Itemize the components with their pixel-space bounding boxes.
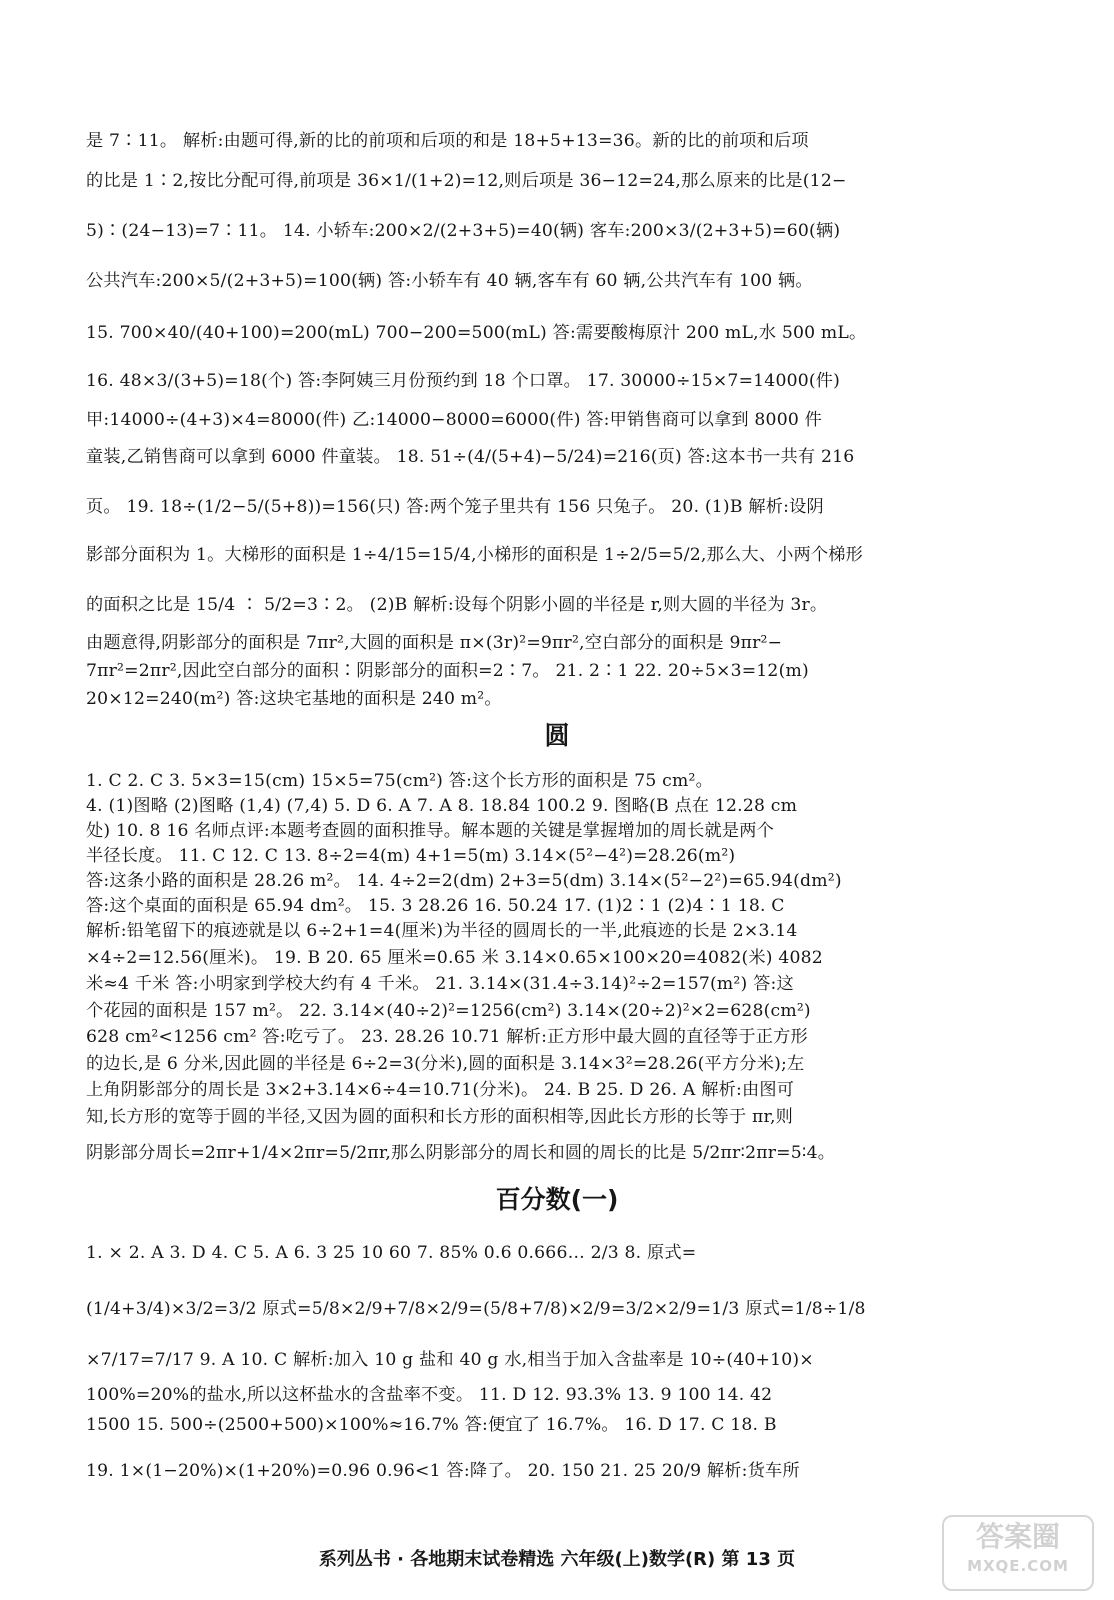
text-line: 知,长方形的宽等于圆的半径,又因为圆的面积和长方形的面积相等,因此长方形的长等于 πr,则 <box>86 1107 794 1127</box>
text-line: 5)∶(24−13)=7∶11。 14. 小轿车:200×2/(2+3+5)=40(辆) 客车:200×3/(2+3+5)=60(辆) <box>86 221 841 241</box>
text-line: 个花园的面积是 157 m²。 22. 3.14×(40÷2)²=1256(cm²) 3.14×(20÷2)²×2=628(cm²) <box>86 1001 811 1021</box>
text-line: (1/4+3/4)×3/2=3/2 原式=5/8×2/9+7/8×2/9=(5/8+7/8)×2/9=3/2×2/9=1/3 原式=1/8÷1/8 <box>86 1299 866 1319</box>
text-line: 19. 1×(1−20%)×(1+20%)=0.96 0.96<1 答:降了。 20. 150 21. 25 20/9 解析:货车所 <box>86 1461 800 1481</box>
text-line: 答:这条小路的面积是 28.26 m²。 14. 4÷2=2(dm) 2+3=5(dm) 3.14×(5²−2²)=65.94(dm²) <box>86 871 842 891</box>
text-line: 7πr²=2πr²,因此空白部分的面积∶阴影部分的面积=2∶7。 21. 2∶1 22. 20÷5×3=12(m) <box>86 661 809 681</box>
text-line: 20×12=240(m²) 答:这块宅基地的面积是 240 m²。 <box>86 689 502 709</box>
text-line: 是 7∶11。 解析:由题可得,新的比的前项和后项的和是 18+5+13=36。新的比的前项和后项 <box>86 131 809 151</box>
text-line: 影部分面积为 1。大梯形的面积是 1÷4/15=15/4,小梯形的面积是 1÷2/5=5/2,那么大、小两个梯形 <box>86 545 864 565</box>
text-line: 的比是 1∶2,按比分配可得,前项是 36×1/(1+2)=12,则后项是 36−12=24,那么原来的比是(12− <box>86 171 847 191</box>
text-line: 解析:铅笔留下的痕迹就是以 6÷2+1=4(厘米)为半径的圆周长的一半,此痕迹的长是 2×3.14 <box>86 921 798 941</box>
text-line: 100%=20%的盐水,所以这杯盐水的含盐率不变。 11. D 12. 93.3% 13. 9 100 14. 42 <box>86 1385 773 1405</box>
text-line: 1500 15. 500÷(2500+500)×100%≈16.7% 答:便宜了 16.7%。 16. D 17. C 18. B <box>86 1415 777 1435</box>
watermark-url: MXQE.COM <box>967 1557 1069 1575</box>
text-line: ×4÷2=12.56(厘米)。 19. B 20. 65 厘米=0.65 米 3.14×0.65×100×20=4082(米) 4082 <box>86 948 823 968</box>
text-line: 处) 10. 8 16 名师点评:本题考查圆的面积推导。解本题的关键是掌握增加的周长就是两个 <box>86 821 775 841</box>
text-line: 16. 48×3/(3+5)=18(个) 答:李阿姨三月份预约到 18 个口罩。 17. 30000÷15×7=14000(件) <box>86 371 841 391</box>
text-line: ×7/17=7/17 9. A 10. C 解析:加入 10 g 盐和 40 g 水,相当于加入含盐率是 10÷(40+10)× <box>86 1350 814 1370</box>
text-line: 由题意得,阴影部分的面积是 7πr²,大圆的面积是 π×(3r)²=9πr²,空白部分的面积是 9πr²− <box>86 633 783 653</box>
text-line: 1. C 2. C 3. 5×3=15(cm) 15×5=75(cm²) 答:这个长方形的面积是 75 cm²。 <box>86 771 713 791</box>
text-line: 半径长度。 11. C 12. C 13. 8÷2=4(m) 4+1=5(m) 3.14×(5²−4²)=28.26(m²) <box>86 846 736 866</box>
text-line: 628 cm²<1256 cm² 答:吃亏了。 23. 28.26 10.71 解析:正方形中最大圆的直径等于正方形 <box>86 1027 808 1047</box>
text-line: 15. 700×40/(40+100)=200(mL) 700−200=500(mL) 答:需要酸梅原汁 200 mL,水 500 mL。 <box>86 323 867 343</box>
text-line: 米≈4 千米 答:小明家到学校大约有 4 千米。 21. 3.14×(31.4÷3.14)²÷2=157(m²) 答:这 <box>86 974 794 994</box>
watermark-text: 答案圈 <box>975 1520 1060 1553</box>
text-line: 公共汽车:200×5/(2+3+5)=100(辆) 答:小轿车有 40 辆,客车有 60 辆,公共汽车有 100 辆。 <box>86 271 813 291</box>
text-line: 答:这个桌面的面积是 65.94 dm²。 15. 3 28.26 16. 50.24 17. (1)2∶1 (2)4∶1 18. C <box>86 896 785 916</box>
text-line: 阴影部分周长=2πr+1/4×2πr=5/2πr,那么阴影部分的周长和圆的周长的比是 5/2πr∶2πr=5∶4。 <box>86 1143 836 1163</box>
section-heading: 圆 <box>544 721 570 750</box>
watermark-logo <box>942 1515 1094 1591</box>
section-heading: 百分数(一) <box>495 1185 619 1214</box>
text-line: 1. × 2. A 3. D 4. C 5. A 6. 3 25 10 60 7. 85% 0.6 0.666… 2/3 8. 原式= <box>86 1243 697 1263</box>
page-footer: 系列丛书 · 各地期末试卷精选 六年级(上)数学(R) 第 13 页 <box>318 1549 796 1570</box>
text-line: 的面积之比是 15/4 ∶ 5/2=3∶2。 (2)B 解析:设每个阴影小圆的半径是 r,则大圆的半径为 3r。 <box>86 595 828 615</box>
text-line: 童装,乙销售商可以拿到 6000 件童装。 18. 51÷(4/(5+4)−5/24)=216(页) 答:这本书一共有 216 <box>86 447 855 467</box>
text-line: 的边长,是 6 分米,因此圆的半径是 6÷2=3(分米),圆的面积是 3.14×3²=28.26(平方分米);左 <box>86 1054 805 1074</box>
text-line: 4. (1)图略 (2)图略 (1,4) (7,4) 5. D 6. A 7. A 8. 18.84 100.2 9. 图略(B 点在 12.28 cm <box>86 796 798 816</box>
text-line: 页。 19. 18÷(1/2−5/(5+8))=156(只) 答:两个笼子里共有 156 只兔子。 20. (1)B 解析:设阴 <box>86 497 824 517</box>
text-line: 上角阴影部分的周长是 3×2+3.14×6÷4=10.71(分米)。 24. B 25. D 26. A 解析:由图可 <box>86 1080 795 1100</box>
text-line: 甲:14000÷(4+3)×4=8000(件) 乙:14000−8000=6000(件) 答:甲销售商可以拿到 8000 件 <box>86 410 823 430</box>
